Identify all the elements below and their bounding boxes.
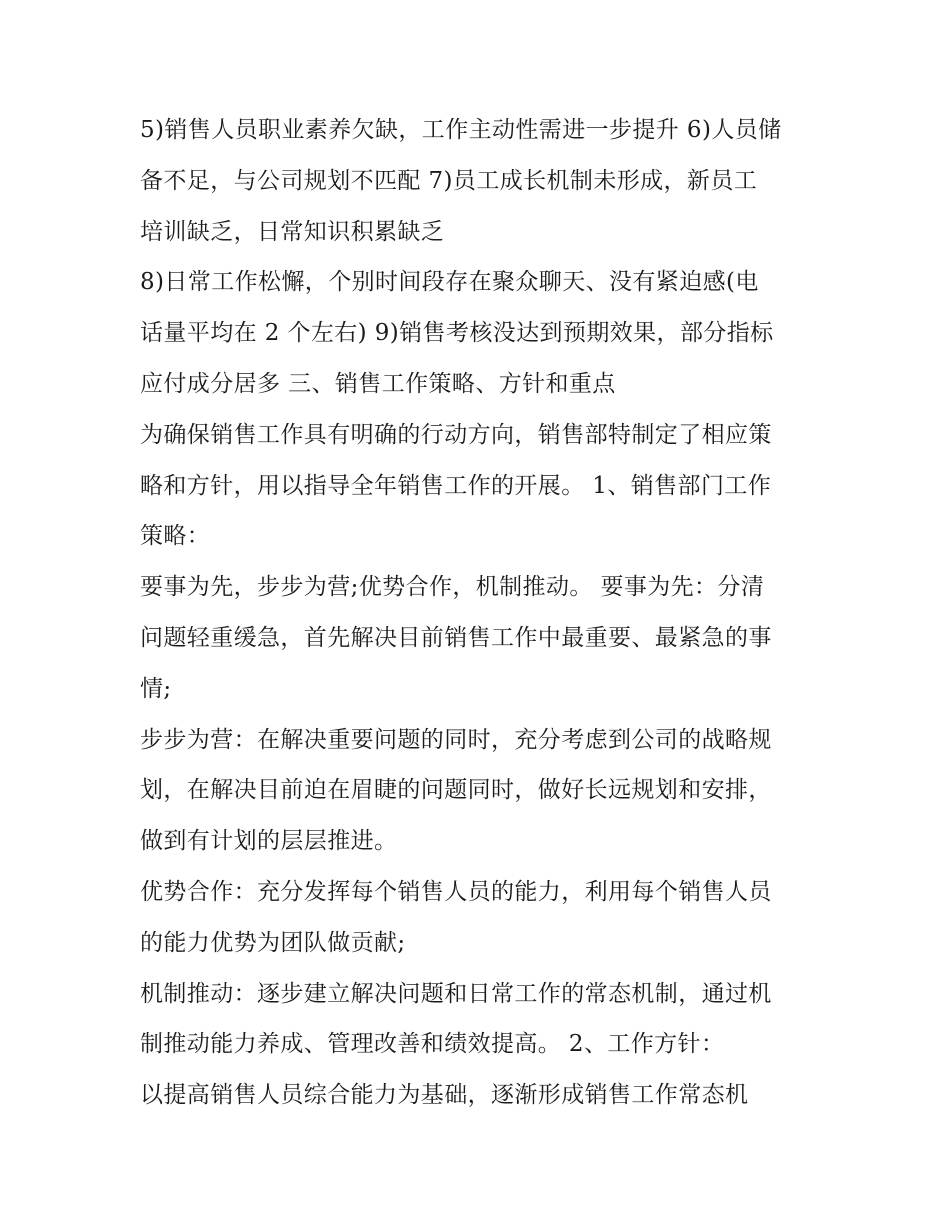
text-line: 备不足，与公司规划不匹配 7)员工成长机制未形成，新员工 [140, 167, 758, 194]
text-line: 做到有计划的层层推进。 [140, 828, 398, 855]
text-line: 应付成分居多 三、销售工作策略、方针和重点 [140, 370, 616, 397]
text-line: 问题轻重缓急，首先解决目前销售工作中最重要、最紧急的事 [140, 624, 772, 651]
text-line: 8)日常工作松懈，个别时间段存在聚众聊天、没有紧迫感(电 [140, 269, 759, 296]
text-line: 情; [140, 675, 172, 702]
text-line: 机制推动：逐步建立解决问题和日常工作的常态机制，通过机 [140, 980, 772, 1007]
text-line: 要事为先，步步为营;优势合作，机制推动。 要事为先：分清 [140, 574, 765, 601]
document-body [140, 105, 820, 1121]
text-line: 培训缺乏，日常知识积累缺乏 [140, 218, 445, 245]
text-line: 制推动能力养成、管理改善和绩效提高。 2、工作方针： [140, 1031, 725, 1058]
text-line: 略和方针，用以指导全年销售工作的开展。 1、销售部门工作 [140, 472, 772, 499]
text-line: 步步为营：在解决重要问题的同时，充分考虑到公司的战略规 [140, 726, 772, 753]
text-line: 的能力优势为团队做贡献; [140, 929, 406, 956]
text-line: 5)销售人员职业素养欠缺，工作主动性需进一步提升 6)人员储 [140, 117, 782, 143]
text-line: 划，在解决目前迫在眉睫的问题同时，做好长远规划和安排， [140, 777, 772, 804]
text-line: 优势合作：充分发挥每个销售人员的能力，利用每个销售人员 [140, 878, 772, 905]
text-line: 为确保销售工作具有明确的行动方向，销售部特制定了相应策 [140, 421, 772, 448]
text-line: 话量平均在 2 个左右) 9)销售考核没达到预期效果，部分指标 [140, 320, 774, 347]
text-line: 策略： [140, 523, 211, 550]
text-line: 以提高销售人员综合能力为基础，逐渐形成销售工作常态机 [140, 1082, 749, 1109]
